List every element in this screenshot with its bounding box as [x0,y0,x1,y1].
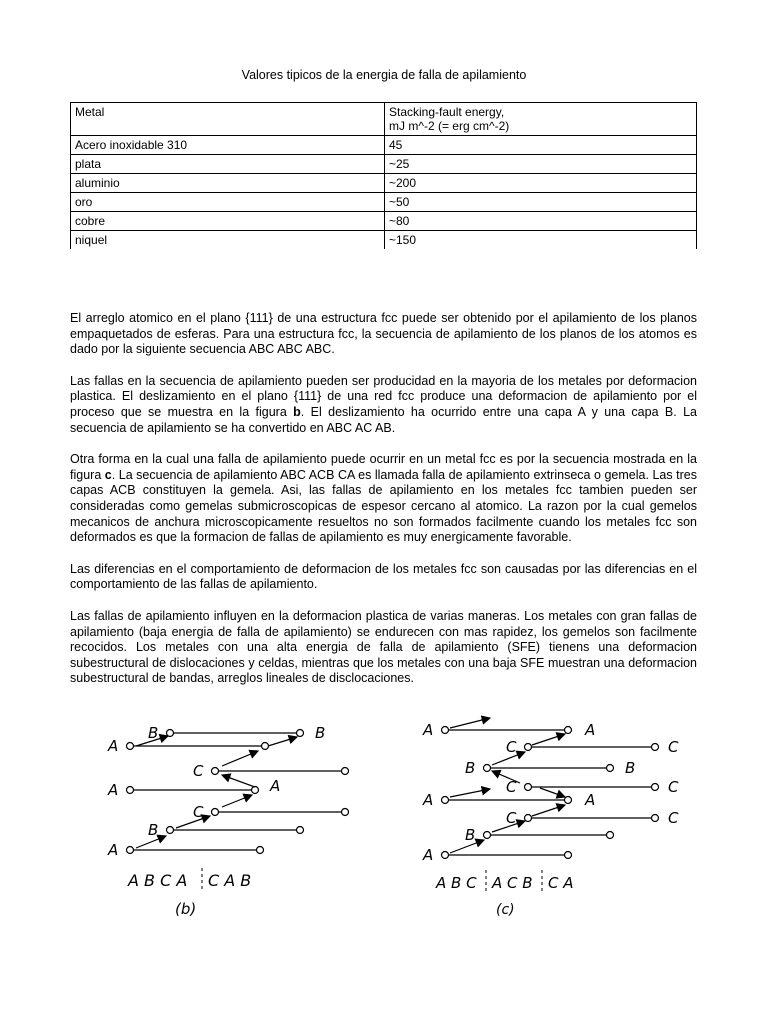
layer-label: A [423,791,434,809]
layer-label: C [668,738,679,756]
paragraph-gemela: Otra forma en la cual una falla de apilamiento puede ocurrir en un metal fcc es por la secuencia mostrada en la figura c. La secuencia de apilamiento ABC ACB CA es llamada falla de apilamiento extrinseca o gemela. Las tres capas ACB constituyen la gemela. Asi, las fallas de apilamiento en los metales fcc tambien pueden ser consideradas como gemelas submicroscopicas de espesor cercano al atomico. La razon por la cual gemelos mecanicos de anchura microscopicamente resueltos no son formados facilmente cuando los metales fcc son deformados es que la formacion de fallas de apilamiento es muy energicamente favorable. [70,452,697,545]
arrow [222,775,255,787]
cell-metal: oro [71,193,385,212]
layer-label: B [465,826,476,844]
layer-label: C [506,738,517,756]
atom-circle [342,768,349,775]
layer-label: B [465,759,476,777]
atom-circle [607,765,614,772]
atom-circle [167,827,174,834]
caption-b: (b) [175,900,197,918]
atom-circle [565,852,572,859]
page-title: Valores tipicos de la energia de falla de apilamiento [241,68,527,82]
cell-metal: aluminio [71,174,385,193]
atom-circle [297,827,304,834]
atom-circle [565,797,572,804]
layer-label: B [315,724,326,742]
atom-circle [212,809,219,816]
atom-circle [252,787,259,794]
figure_c-layers [422,721,679,864]
arrow [540,788,565,797]
caption-c: (c) [496,902,515,918]
paragraph-diferencias: Las diferencias en el comportamiento de deformacion de los metales fcc son causadas por las diferencias en el comportamiento de las fallas de apilamiento. [70,561,697,592]
atom-circle [127,847,134,854]
atom-circle [565,727,572,734]
arrow [532,805,565,816]
arrow [222,751,258,766]
atom-circle [484,832,491,839]
atom-circle [297,730,304,737]
layer-label: C [668,809,679,827]
sequence-c-3: C A [548,874,574,892]
atom-circle [257,847,264,854]
paragraph-fallas: Las fallas en la secuencia de apilamiento pueden ser producidad en la mayoria de los metales por deformacion plastica. El deslizamiento en el plano {111} de una red fcc produce una deformacion de apilamiento por el proceso que se muestra en la figura b. El deslizamiento ha ocurrido entre una capa A y una capa B. La secuencia de apilamiento se ha convertido en ABC AC AB. [70,373,697,435]
figure-ref-b: b [293,404,301,419]
cell-metal: plata [71,155,385,174]
layer-label: A [270,777,281,795]
atom-circle [484,765,491,772]
cell-sfe: 45 [385,136,697,155]
paragraph-influencia: Las fallas de apilamiento influyen en la deformacion plastica de varias maneras. Los metales con gran fallas de apilamiento (baja energia de falla de apilamiento) se endurecen con mas rapidez, los gemelos son facilmente recocidos. Los metales con una alta energia de falla de apilamiento (SFE) tienens una deformacion subestructural de dislocaciones y celdas, mientras que los metales con una baja SFE muestran una deformacion subestructural de bandas, arreglos lineales de disclocaciones. [70,608,697,686]
cell-metal: niquel [71,231,385,250]
layer-label: B [625,759,636,777]
atom-circle [442,797,449,804]
cell-sfe: ~200 [385,174,697,193]
layer-label: C [668,778,679,796]
layer-label: C [193,803,204,821]
layer-label: A [423,846,434,864]
layer-label: C [506,809,517,827]
sequence-c-1: A B C [436,874,477,892]
atom-circle [167,730,174,737]
atom-circle [525,744,532,751]
atom-circle [127,787,134,794]
atom-circle [652,815,659,822]
atom-circle [652,784,659,791]
atom-circle [127,743,134,750]
atom-circle [525,784,532,791]
arrow [222,795,252,807]
cell-sfe: ~80 [385,212,697,231]
paragraph-fcc-stacking: El arreglo atomico en el plano {111} de una estructura fcc puede ser obtenido por el apilamiento de los planos empaquetados de esferas. Para una estructura fcc, la secuencia de apilamiento de los planos de los atomos es dado por la siguiente secuencia ABC ABC ABC. [70,311,697,357]
arrow [268,737,297,746]
atom-circle [342,809,349,816]
layer-label: A [585,721,596,739]
atom-circle [652,744,659,751]
layer-label: A [108,737,119,755]
cell-sfe: ~50 [385,193,697,212]
atom-circle [212,768,219,775]
header-metal: Metal [71,103,385,136]
layer-label: B [148,821,159,839]
layer-label: B [148,724,159,742]
atom-circle [607,832,614,839]
cell-sfe: ~25 [385,155,697,174]
layer-label: A [585,791,596,809]
arrow [532,734,565,745]
layer-label: C [506,778,517,796]
sequence-b-right: C A B [208,871,252,890]
cell-metal: Acero inoxidable 310 [71,136,385,155]
layer-label: A [423,721,434,739]
sequence-c-2: A C B [492,874,533,892]
header-sfe-line1: Stacking-fault energy, [389,105,505,119]
layer-label: A [108,841,119,859]
atom-circle [262,743,269,750]
arrow [450,789,490,797]
header-sfe-line2: mJ m^-2 (= erg cm^-2) [389,119,510,133]
layer-label: C [193,762,204,780]
atom-circle [442,727,449,734]
arrow [450,718,490,728]
atom-circle [442,852,449,859]
atom-circle [525,815,532,822]
sequence-b-left: A B C A [128,871,188,890]
layer-label: A [108,781,119,799]
cell-sfe: ~150 [385,231,697,250]
figure-ref-c: c [104,467,112,482]
cell-metal: cobre [71,212,385,231]
